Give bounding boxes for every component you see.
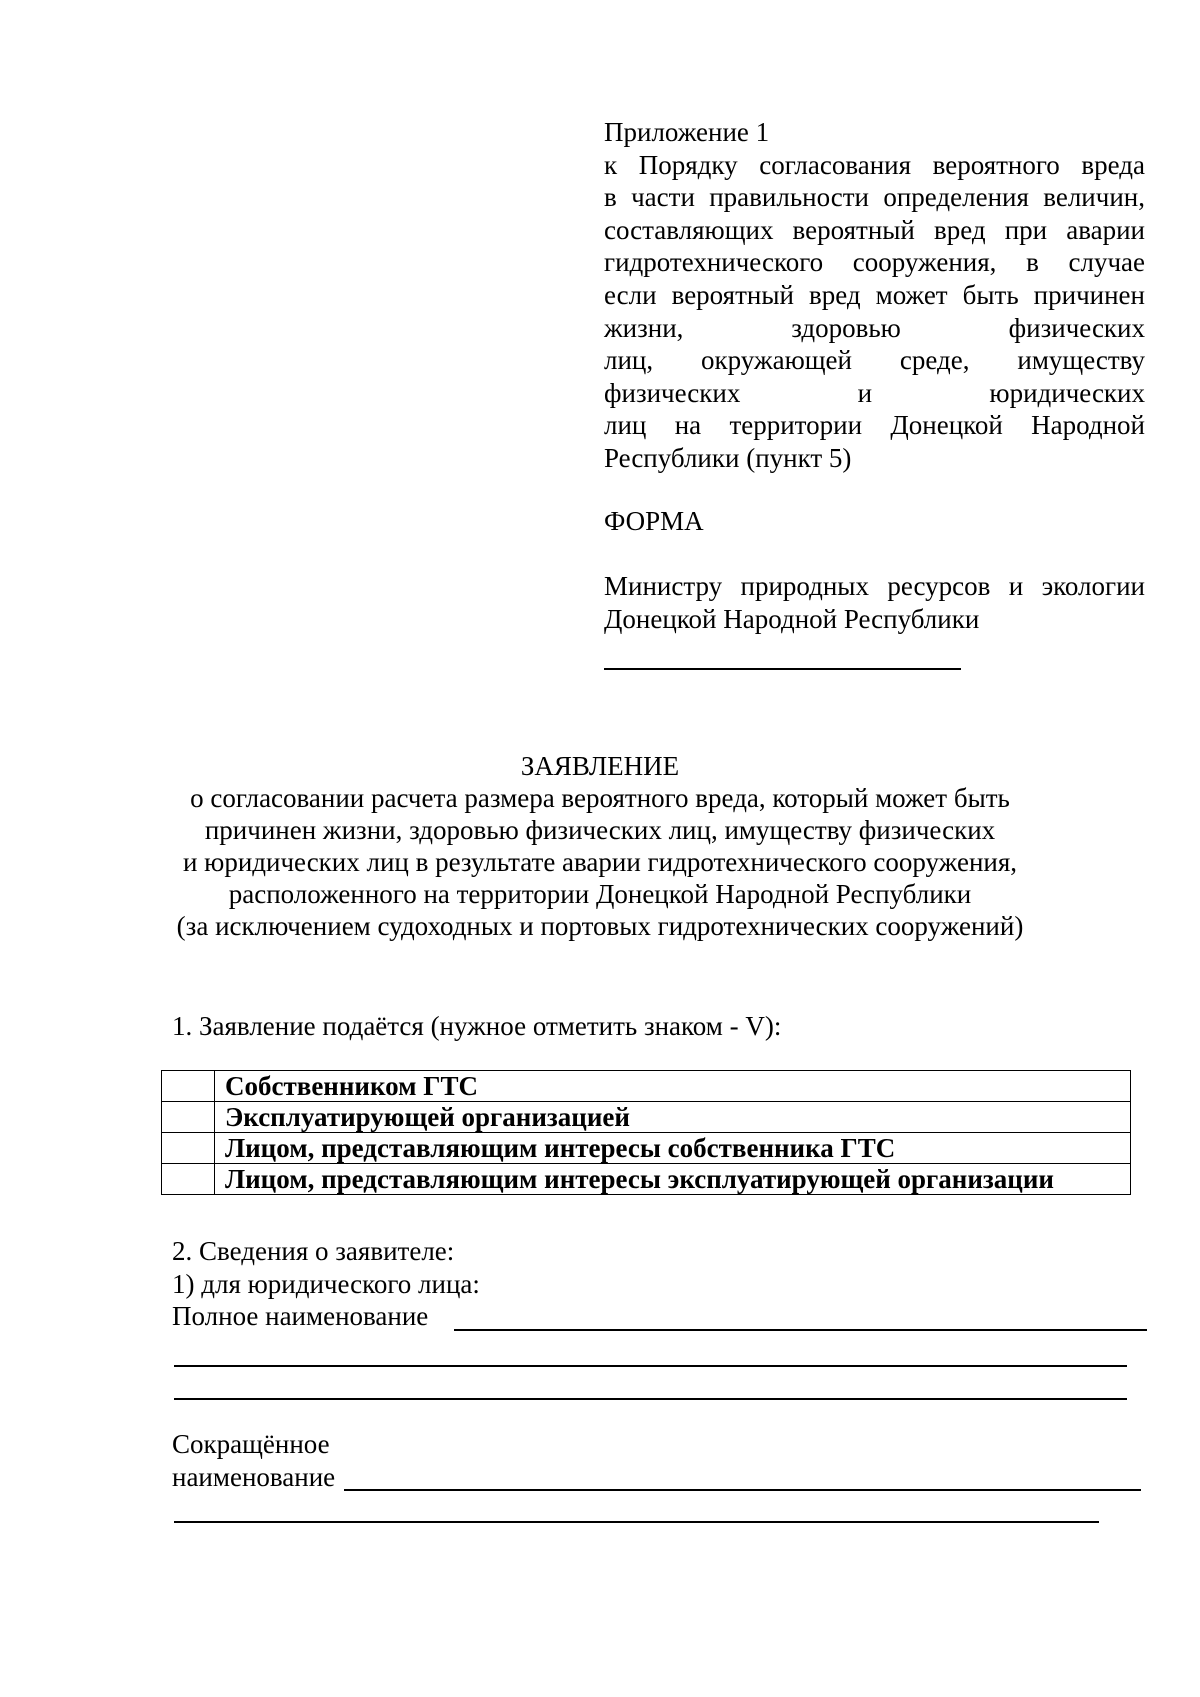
appendix-line: жизни, здоровью физических: [604, 312, 1145, 343]
addressee: [604, 570, 1145, 635]
statement-title: [150, 750, 1050, 942]
statement-subtitle-line: причинен жизни, здоровью физических лиц, имуществу физических: [204, 815, 996, 845]
appendix-line: Приложение 1: [604, 117, 770, 147]
statement-heading: ЗАЯВЛЕНИЕ: [520, 751, 680, 781]
addressee-name-field[interactable]: [604, 668, 961, 670]
addressee-line: Донецкой Народной Республики: [604, 603, 980, 634]
appendix-line: Республики (пункт 5): [604, 442, 852, 473]
full-name-field-line-3[interactable]: [174, 1398, 1127, 1400]
appendix-line: к Порядку согласования вероятного вреда: [604, 149, 1145, 180]
table-row: [162, 1071, 1131, 1102]
short-name-label: наименование: [172, 1461, 336, 1492]
appendix-line: в части правильности определения величин,: [604, 182, 1145, 213]
appendix-line: физических и юридических: [604, 377, 1145, 408]
checkbox-owner-representative[interactable]: [162, 1133, 215, 1164]
appendix-header: [604, 116, 1145, 475]
short-name-label: Сокращённое: [172, 1429, 330, 1459]
appendix-line: если вероятный вред может быть причинен: [604, 279, 1145, 310]
short-name-label-block: [172, 1428, 335, 1493]
section-2: [172, 1235, 480, 1333]
checkbox-operator[interactable]: [162, 1102, 215, 1133]
full-name-label: Полное наименование: [172, 1301, 429, 1332]
full-name-field-line-2[interactable]: [174, 1365, 1127, 1367]
option-label: Собственником ГТС: [215, 1071, 1131, 1102]
statement-subtitle-line: расположенного на территории Донецкой Народной Республики: [228, 879, 972, 909]
table-row: [162, 1164, 1131, 1195]
legal-entity-label: 1) для юридического лица:: [172, 1268, 480, 1299]
appendix-line: лиц, окружающей среде, имуществу: [604, 345, 1145, 376]
statement-subtitle-line: и юридических лиц в результате аварии гидротехнического сооружения,: [182, 847, 1018, 877]
short-name-field[interactable]: [344, 1489, 1141, 1491]
checkbox-owner[interactable]: [162, 1071, 215, 1102]
form-label: ФОРМА: [604, 506, 704, 536]
full-name-field[interactable]: [454, 1329, 1147, 1331]
statement-subtitle-line: о согласовании расчета размера вероятного вреда, который может быть: [190, 783, 1010, 813]
option-label: Эксплуатирующей организацией: [215, 1102, 1131, 1133]
short-name-field-line-2[interactable]: [174, 1521, 1099, 1523]
appendix-line: гидротехнического сооружения, в случае: [604, 247, 1145, 278]
section-1-label: 1. Заявление подаётся (нужное отметить знаком - V):: [172, 1011, 782, 1041]
option-label: Лицом, представляющим интересы собственника ГТС: [215, 1133, 1131, 1164]
statement-subtitle-line: (за исключением судоходных и портовых гидротехнических сооружений): [176, 911, 1024, 941]
section-2-label: 2. Сведения о заявителе:: [172, 1236, 455, 1266]
table-row: [162, 1102, 1131, 1133]
addressee-line: Министру природных ресурсов и экологии: [604, 571, 1145, 601]
table-row: [162, 1133, 1131, 1164]
checkbox-operator-representative[interactable]: [162, 1164, 215, 1195]
option-label: Лицом, представляющим интересы эксплуатирующей организации: [215, 1164, 1131, 1195]
appendix-line: составляющих вероятный вред при аварии: [604, 214, 1145, 245]
appendix-line: лиц на территории Донецкой Народной: [604, 410, 1145, 441]
applicant-type-table: [161, 1070, 1131, 1195]
